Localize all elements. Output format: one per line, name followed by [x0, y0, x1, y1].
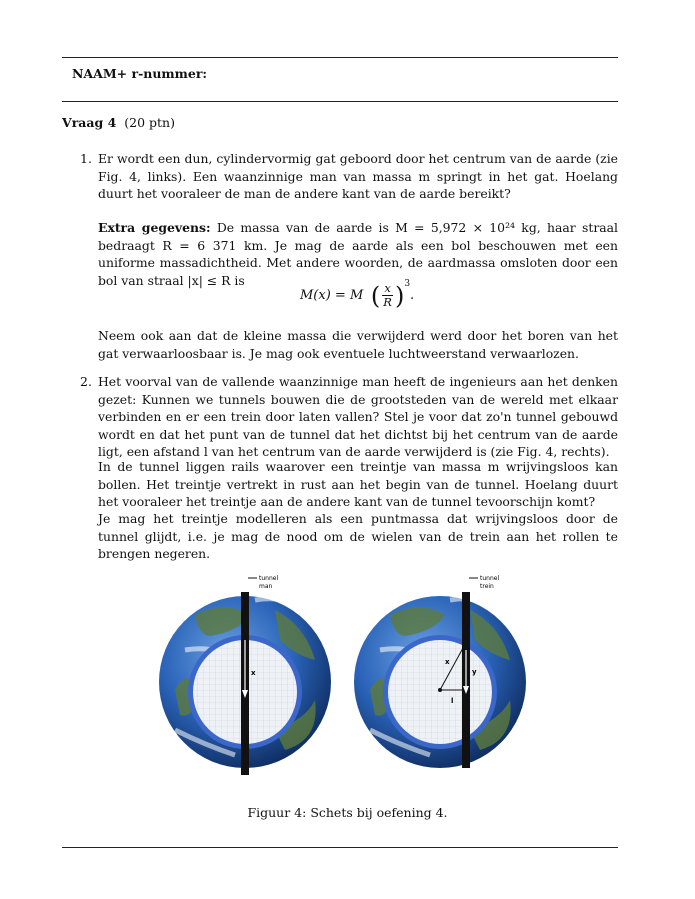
formula-fraction: [381, 282, 394, 309]
right-label-trein: trein: [480, 583, 494, 590]
right-label-x: x: [445, 658, 450, 666]
right-label-y: y: [472, 668, 477, 676]
item-2-text-2: In de tunnel liggen rails waarover een treintje van massa m wrijvingsloos kan bollen. Het treintje vertrekt in rust aan het begin van de tunnel. Hoelang duurt het vooraleer het treintje aan de andere kant van de tunnel tevoorschijn komt?: [98, 459, 618, 509]
item-number-2: 2.: [80, 374, 92, 389]
extra-data-label: Extra gegevens:: [98, 220, 211, 235]
figure-caption: Figuur 4: Schets bij oefening 4.: [247, 805, 448, 820]
name-field-label: NAAM+ r-nummer:: [72, 66, 208, 81]
formula-period: .: [410, 288, 415, 303]
formula-right-paren: ): [394, 281, 405, 310]
formula-numerator: x: [384, 281, 391, 295]
left-label-tunnel: tunnel: [259, 575, 279, 582]
header-rule: [62, 101, 618, 102]
item-1-note: Neem ook aan dat de kleine massa die verwijderd werd door het boren van het gat verwaarloosbaar is. Je mag ook eventuele luchtweerstand verwaarlozen.: [98, 328, 618, 361]
question-heading: [62, 115, 175, 130]
formula-denominator: R: [383, 295, 392, 309]
question-points: (20 ptn): [124, 115, 175, 130]
question-title: Vraag 4: [62, 115, 117, 130]
left-label-x: x: [251, 669, 256, 677]
formula-left-paren: (: [363, 281, 381, 310]
mass-formula: [300, 278, 415, 310]
item-number-1: 1.: [80, 151, 92, 166]
earth-tunnel-figure: [155, 570, 535, 795]
right-earth: [354, 575, 526, 768]
item-1-text: Er wordt een dun, cylindervormig gat geboord door het centrum van de aarde (zie Fig. 4, links). Een waanzinnige man van massa m springt in het gat. Hoelang duurt het vooraleer de man de andere kant van de aarde bereikt?: [98, 151, 618, 201]
right-label-tunnel: tunnel: [480, 575, 500, 582]
formula-lhs: M(x) = M: [300, 288, 364, 303]
left-earth: [159, 575, 331, 775]
bottom-rule: [62, 847, 618, 848]
right-center-dot: [438, 688, 442, 692]
item-2-text: Het voorval van de vallende waanzinnige man heeft de ingenieurs aan het denken gezet: Kunnen we tunnels bouwen die de grootsteden van de wereld met elkaar verbinden en er een trein door laten vallen? Stel je voor dat zo'n tunnel gebouwd wordt en dat het punt van de tunnel dat het dichtst bij het centrum van de aarde ligt, een afstand l van het centrum van de aarde verwijderd is (zie Fig. 4, rechts).: [98, 374, 618, 459]
right-label-l: l: [451, 697, 454, 705]
extra-data-text: De massa van de aarde is M = 5,972 × 10²⁴ kg, haar straal bedraagt R = 6 371 km. Je mag de aarde als een bol beschouwen met een uniforme massadichtheid. Met andere woorden, de aardmassa omsloten door een bol van straal |x| ≤ R is: [98, 220, 618, 288]
extra-data-paragraph: [98, 219, 618, 289]
top-rule: [62, 57, 618, 58]
left-label-man: man: [259, 583, 273, 590]
item-2-text-3: Je mag het treintje modelleren als een puntmassa dat wrijvingsloos door de tunnel glijdt, i.e. je mag de nood om de wielen van de trein aan het rollen te brengen negeren.: [98, 511, 618, 561]
formula-exponent: 3: [404, 278, 411, 289]
